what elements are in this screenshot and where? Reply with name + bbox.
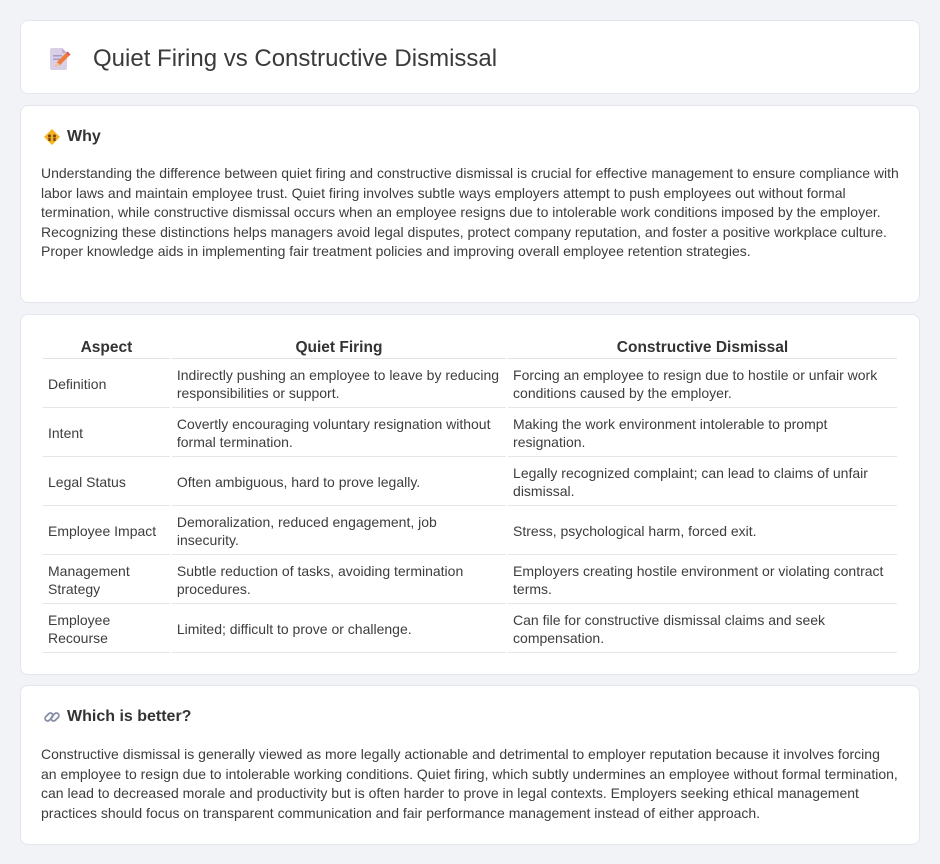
row-aspect: Management Strategy xyxy=(43,557,170,604)
table-row xyxy=(43,508,897,555)
header-aspect: Aspect xyxy=(43,337,170,359)
row-constructive-dismissal: Making the work environment intolerable to prompt resignation. xyxy=(508,410,897,457)
table-row xyxy=(43,606,897,653)
link-icon xyxy=(43,708,61,726)
why-heading: Why xyxy=(67,128,101,145)
table-row xyxy=(43,459,897,506)
which-better-section xyxy=(20,685,920,845)
row-constructive-dismissal: Can file for constructive dismissal claims and seek compensation. xyxy=(508,606,897,653)
table-row xyxy=(43,557,897,604)
table-row xyxy=(43,361,897,408)
row-aspect: Definition xyxy=(43,361,170,408)
row-constructive-dismissal: Legally recognized complaint; can lead to claims of unfair dismissal. xyxy=(508,459,897,506)
row-quiet-firing: Limited; difficult to prove or challenge. xyxy=(172,606,506,653)
row-quiet-firing: Subtle reduction of tasks, avoiding termination procedures. xyxy=(172,557,506,604)
row-quiet-firing: Covertly encouraging voluntary resignation without formal termination. xyxy=(172,410,506,457)
row-aspect: Employee Impact xyxy=(43,508,170,555)
comparison-card xyxy=(20,314,920,675)
row-quiet-firing: Demoralization, reduced engagement, job insecurity. xyxy=(172,508,506,555)
row-constructive-dismissal: Employers creating hostile environment or violating contract terms. xyxy=(508,557,897,604)
row-aspect: Intent xyxy=(43,410,170,457)
page-title: Quiet Firing vs Constructive Dismissal xyxy=(93,45,498,72)
row-aspect: Legal Status xyxy=(43,459,170,506)
which-better-text: Constructive dismissal is generally viewed as more legally actionable and detrimental to employer reputation because it involves forcing an employee to resign due to intolerable working conditions. Quiet firing, which subtly undermines an employee without formal termination, can lead to decreased morale and productivity but is often harder to prove in legal contexts. Employers seeking ethical management practices should focus on transparent communication and fair performance management instead of either approach. xyxy=(41,746,898,821)
lightbulb-hand-icon xyxy=(43,128,61,146)
row-quiet-firing: Often ambiguous, hard to prove legally. xyxy=(172,459,506,506)
why-text: Understanding the difference between quiet firing and constructive dismissal is crucial for effective management to ensure compliance with labor laws and maintain employee trust. Quiet firing involves subtle ways employers attempt to push employees out without formal termination, while constructive dismissal occurs when an employee resigns due to intolerable work conditions imposed by the employer. Recognizing these distinctions helps managers avoid legal disputes, protect company reputation, and foster a positive workplace culture. Proper knowledge aids in implementing fair treatment policies and improving overall employee retention strategies. xyxy=(41,165,899,259)
table-row xyxy=(43,410,897,457)
row-constructive-dismissal: Stress, psychological harm, forced exit. xyxy=(508,508,897,555)
header-quiet-firing: Quiet Firing xyxy=(172,337,506,359)
comparison-table xyxy=(41,335,899,655)
which-better-heading: Which is better? xyxy=(67,708,192,725)
row-constructive-dismissal: Forcing an employee to resign due to hostile or unfair work conditions caused by the employer. xyxy=(508,361,897,408)
row-aspect: Employee Recourse xyxy=(43,606,170,653)
edit-document-icon xyxy=(45,45,73,73)
title-card xyxy=(20,20,920,94)
why-section xyxy=(20,105,920,303)
header-constructive-dismissal: Constructive Dismissal xyxy=(508,337,897,359)
row-quiet-firing: Indirectly pushing an employee to leave by reducing responsibilities or support. xyxy=(172,361,506,408)
table-header-row xyxy=(43,337,897,359)
